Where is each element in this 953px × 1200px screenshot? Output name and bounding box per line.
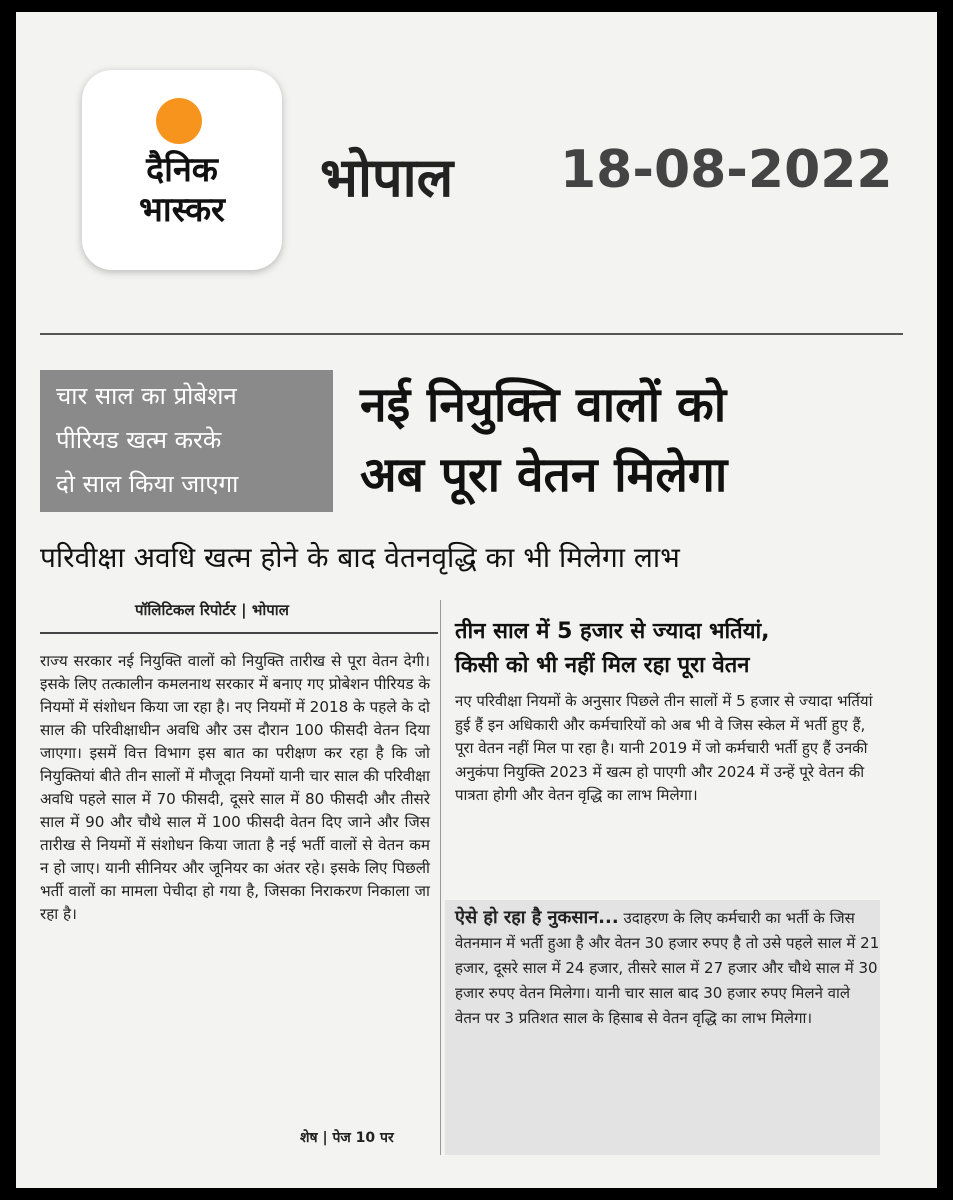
- logo-text: दैनिक भास्कर: [139, 150, 225, 230]
- continued-note: शेष | पेज 10 पर: [300, 1130, 394, 1146]
- side-highlight-box: चार साल का प्रोबेशन पीरियड खत्म करके दो साल किया जाएगा: [40, 370, 333, 512]
- edition-date: 18-08-2022: [560, 140, 893, 200]
- byline: पॉलिटिकल रिपोर्टर | भोपाल: [135, 601, 289, 619]
- sidebar-body: नए परिवीक्षा नियमों के अनुसार पिछले तीन सालों में 5 हजार से ज्यादा भर्तियां हुई हैं इन अधिकारी और कर्मचारियों को अब भी वे जिस स्केल में भर्ती हुए हैं, पूरा वेतन नहीं मिल पा रहा है। यानी 2019 में जो कर्मचारी भर्ती हुए हैं उनकी अनुकंपा नियुक्ति 2023 में खत्म हो पाएगी और 2024 में उन्हें पूरे वेतन की पात्रता होगी और वेतन वृद्धि का लाभ मिलेगा।: [455, 692, 873, 804]
- article-body: राज्य सरकार नई नियुक्ति वालों को नियुक्ति तारीख से पूरा वेतन देगी। इसके लिए तत्कालीन कमलनाथ सरकार में बनाए गए प्रोबेशन पीरियड के नियमों में संशोधन किया जा रहा है। नए नियमों में 2018 के पहले के दो साल की परिवीक्षाधीन अवधि और उस दौरान 100 फीसदी वेतन दिया जाएगा। इसमें वित्त विभाग इस बात का परीक्षण कर रहा है कि जो नियुक्तियां बीते तीन सालों में मौजूदा नियमों यानी चार साल की परिवीक्षा अवधि पहले साल में 70 फीसदी, दूसरे साल में 80 फीसदी और तीसरे साल में 90 और चौथे साल में 100 फीसदी वेतन दिए जाने और जिस तारीख से नियमों में संशोधन किया जाता है नई भर्ती वालों से वेतन कम न हो जाए। यानी सीनियर और जूनियर का अंतर रहे। इसके लिए पिछली भर्ती वालों का मामला पेचीदा हो गया है, जिसका निराकरण निकाला जा रहा है।: [40, 652, 430, 923]
- sidebar-title: तीन साल में 5 हजार से ज्यादा भर्तियां, किसी को भी नहीं मिल रहा पूरा वेतन: [455, 619, 770, 678]
- sun-icon: [156, 98, 202, 144]
- dainik-bhaskar-logo: [82, 70, 282, 270]
- city-name: भोपाल: [320, 146, 454, 209]
- divider: [40, 333, 903, 335]
- subheadline: परिवीक्षा अवधि खत्म होने के बाद वेतनवृद्धि का भी मिलेगा लाभ: [40, 541, 680, 574]
- loss-example-title: ऐसे हो रहा है नुकसान...: [455, 907, 619, 928]
- column-separator: [440, 600, 441, 1155]
- divider: [40, 632, 438, 634]
- headline: नई नियुक्ति वालों को अब पूरा वेतन मिलेगा: [360, 377, 728, 503]
- loss-example-body: उदाहरण के लिए कर्मचारी का भर्ती के जिस वेतनमान में भर्ती हुआ है और वेतन 30 हजार रुपए है तो उसे पहले साल में 21 हजार, दूसरे साल में 24 हजार, तीसरे साल में 27 हजार और चौथे साल में 30 हजार रुपए वेतन मिलेगा। यानी चार साल बाद 30 हजार रुपए मिलने वाले वेतन पर 3 प्रतिशत साल के हिसाब से वेतन वृद्धि का लाभ मिलेगा।: [455, 909, 880, 1027]
- loss-example-text: [455, 905, 880, 1031]
